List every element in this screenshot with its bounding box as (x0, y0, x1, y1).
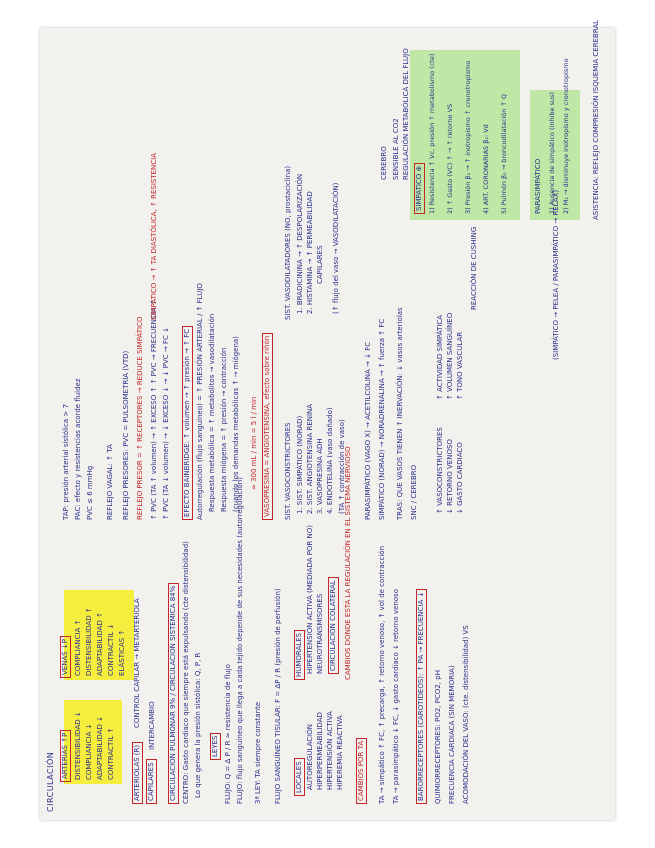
ta-simpatico: TA → simpático ↑ FC, ↑ precarga, ↑ retorno venoso, ↑ vol de contracción (378, 545, 386, 804)
vaso-item: ↓ RETORNO VENOSO (446, 439, 454, 514)
quimiorreceptores: QUIMIORRECEPTORES: PO2, PCO2, pH (434, 670, 442, 804)
arterias-item: CONTRACTIL ↑ (107, 727, 115, 780)
vasodilatador-note: (↑ flujo del vaso → VASODILATACIÓN) (332, 182, 340, 314)
humorales-item: HIPERTENSIÓN ACTIVA (MEDIADA POR NO) (306, 524, 314, 674)
cerebro-title: CEREBRO (380, 146, 388, 180)
ecuacion-pvc-1: ↑ PVC (TA ↑ volumen) → ↑ EXCESO ↑ ↑ PVC → FRECUENCIA ↑ (150, 299, 158, 520)
notes-title: CIRCULACIÓN (46, 751, 55, 812)
cerebro-item: SENSIBLE AL CO2 (392, 118, 400, 180)
ley-flujo-2: FLUJO: flujo sanguíneo que llega a cada tejido depende de sus necesidades (autorregulación) (236, 477, 244, 804)
simpatico-card-item: 5) Pulmón β₂ → broncodilatación ↑ Q (500, 93, 508, 214)
centro-text-2: Lo que genera la presión sistólica: Q, P, R (194, 652, 202, 798)
simpatico-line: SIMPÁTICO (NORAD) → NORADRENALINA → ↑ fuerza ↑ FC (378, 318, 386, 520)
parasimpatico-card-item: 1) Ausencia de simpático (inhibe sus) (548, 91, 556, 214)
parasimpatico-line: PARASIMPÁTICO (VAGO X) → ACETILCOLINA → ↓ FC (364, 341, 372, 520)
ley-flujo-1: FLUJO: Q = Δ P / R ≈ resistencia de flujo (224, 664, 232, 804)
vasodilatador-item: 1. BRADICININA → ↑ DESPOLARIZACIÓN (296, 173, 304, 314)
respuesta-metabolica: Respuesta metabólica = ↑ metabolitos → vasodilatación (208, 313, 216, 512)
arterias-item: ADAPTABILIDAD ↓ (96, 716, 104, 780)
vaso2-item: ↑ VOLUMEN SANGUÍNEO (446, 312, 454, 400)
simpatico-card-item: 2) ↑ Gasto (VC) ↑ → ↑ retorno VS (446, 103, 454, 214)
vasopresina: VASOPRESINA = ANGIOTENSINA, efecto sobre riñón (262, 333, 273, 520)
tras-line: TRAS: QUE VASOS TIENEN ↑ INERVACIÓN: ↓ vasos arteriolas (396, 307, 404, 520)
venas-item: ELÁSTICAS ↑ (118, 629, 126, 676)
simpatico-card-item: 1) Resistencia ↑ Vc, presión ↑ metabolismo (cte) (428, 53, 436, 214)
efecto-bainbridge: EFECTO BAINBRIDGE: ↑ volumen → ↑ presión → ↑ FC (182, 326, 193, 520)
vasoconstrictor-item: 3. VASOPRESINA ADH (316, 438, 324, 514)
venas-item: DISTENSIBILIDAD ↑ (85, 607, 93, 676)
vasoconstrictor-item: 4. ENDOTELINA (vaso dañado) (326, 407, 334, 514)
locales-item: HIPERTENSIÓN ACTIVA (326, 711, 334, 790)
cerebro-item: REGULACIÓN METABÓLICA DEL FLUJO (402, 48, 410, 180)
vaso-item: ↑ VASOCONSTRICTORES (436, 427, 444, 514)
venas-item: CONTRACTIL ↓ (107, 623, 115, 676)
humorales-item: NEUROTRANSMISORES (316, 593, 324, 674)
ta-parasimpatico: TA → parasimpático ↓ FC, ↓ gasto cardiaco ↓ retorno venoso (392, 589, 400, 804)
vasoconstrictor-note: (TA ↑ contracción de vaso) (338, 419, 346, 514)
simpatico-vs-parasimpatico: (SIMPÁTICO → PELEA / PARASIMPÁTICO → RELAX) (552, 189, 560, 360)
vasodilatador-item: CAPILARES (316, 245, 324, 284)
parasimpatico-card-item: 2) M₂ → disminuye inotropismo y cronotropismo (562, 58, 570, 214)
locales-label: LOCALES (294, 758, 305, 796)
volumen-minuto: ≈ 300 mL / min = 5 l / min (250, 396, 258, 490)
leyes-label: LEYES (210, 733, 221, 760)
ecuacion-2: PAC: efecto y resistencias acorde fluidez (74, 378, 82, 520)
paper-sheet (40, 19, 615, 820)
locales-item: HIPERPERMEABILIDAD (316, 712, 324, 790)
vaso2-item: ↑ TONO VASCULAR (456, 331, 464, 400)
venas-item: ADAPTABILIDAD ↑ (96, 612, 104, 676)
ecuacion-1: TAP: presión arterial sistólica > 7 (62, 404, 70, 520)
reflejo-presores: REFLEJO PRESORES: PVC = PULSOMETRÍA (VTD) (122, 350, 130, 520)
simpatico-card-title: SIMPÁTICO ⊕ (414, 163, 425, 214)
cambios-note: CAMBIOS DONDE ESTÁ LA REGULACIÓN EN EL SISTEMA NERVIOSO (344, 446, 352, 680)
vasoconstrictor-item: 1. SIST. SIMPÁTICO (NORAD) (296, 415, 304, 514)
capilares-note: INTERCAMBIO (148, 701, 156, 750)
cambios-ta: CAMBIOS POR TA (356, 738, 367, 804)
vasoconstrictor-item: 2. SIST. ANGIOTENSINA RENINA (306, 403, 314, 514)
arterias-label: ARTERIAS ↑P (60, 730, 71, 782)
vasodilatador-item: 2. HISTAMINA → ↑ PERMEABILIDAD (306, 191, 314, 314)
barorreceptores: BARORRECEPTORES (CAROTIDEOS): ↑ PA → FRECUENCIA ↓ (416, 589, 427, 804)
flujo-sanguineo: FLUJO SANGUÍNEO TISULAR: F = ΔP / R (presión de perfusión) (274, 588, 282, 804)
frecuencia-cardiaca: FRECUENCIA CARDIACA (SIN MEMORIA) (448, 665, 456, 804)
acomodacion-vaso: ACOMODACIÓN DEL VASO: (cte. distensibilidad) VS (462, 625, 470, 804)
arteriolas-label: ARTERIOLAS (R) (132, 742, 143, 804)
vasodilatadores-title: SIST. VASODILATADORES (NO, prostaciclina) (284, 165, 292, 320)
reflejo-presor: REFLEJO PRESOR = ↑ RECEPTORES → REDUCE SIMPÁTICO (136, 316, 144, 520)
reflejo-vagal: REFLEJO VAGAL: ↑ TA (106, 444, 114, 520)
snc-line: SNC / CEREBRO (410, 464, 418, 520)
centro-text: CENTRO: Gasto cardiaco que siempre está expulsando (cte distensibilidad) (182, 541, 190, 804)
circulacion-pulmonar: CIRCULACIÓN PULMONAR 9% / CIRCULACIÓN SISTÉMICA 84% (168, 583, 179, 804)
footer-note: ASISTENCIA: REFLEJO COMPRESIÓN ISQUEMIA CEREBRAL (592, 19, 600, 220)
capilares-label: CAPILARES (146, 759, 157, 804)
vasoconstrictores-title: SIST. VASOCONSTRICTORES (284, 422, 292, 520)
arterias-item: COMPLIANCIA ↓ (85, 723, 93, 780)
capilares-control: CONTROL CAPILAR → METARTERIOLA (133, 598, 141, 728)
humorales-label: HUMORALES (294, 630, 305, 680)
locales-item: AUTOREGULACIÓN (306, 724, 314, 790)
respuesta-miogena: Respuesta miógena = ↑ presión → contracción (220, 347, 228, 512)
humorales-item: CIRCULACIÓN COLATERAL (328, 577, 339, 674)
ecuacion-3: PVC ≤ 6 mmHg (86, 465, 94, 520)
simpatico-card-item: 4) ART. CORONARIAS β₂: Vd (482, 124, 490, 214)
cerebro-item: REACCIÓN DE CUSHING (470, 226, 478, 310)
autorregulacion: Autorregulación (flujo sanguíneo) = ↑ PRESIÓN ARTERIAL / ↑ FLUJO (196, 283, 204, 520)
arterias-item: DISTENSIBILIDAD ↓ (74, 711, 82, 780)
locales-item: HIPEREMIA REACTIVA (336, 715, 344, 790)
parasimpatico-card-title: PARASIMPÁTICO (534, 158, 542, 214)
rotated-notes (40, 19, 615, 820)
venas-label: VENAS ↓P (60, 636, 71, 678)
simpatico-extra: SIMPÁTICO → ↑ TA DIASTÓLICA, ↑ RESISTENCIA (150, 152, 158, 320)
simpatico-card-item: 3) Presión β₁ → ↑ inotropismo ↑ cronotropismo (464, 60, 472, 214)
vaso-item: ↓ GASTO CARDIACO (456, 442, 464, 514)
ecuacion-pvc-2: ↑ PVC (TA ↓ volumen) → ↓ EXCESO ↓ → ↓ PVC → FC ↓ (162, 327, 170, 520)
ley-flujo-3: 3ª LEY: TA siempre constante (254, 701, 262, 804)
demandas-metabolicas: (cuando los demandas metabólicas ↑ → miógena) (232, 336, 240, 512)
venas-item: COMPLIANCIA ↑ (74, 619, 82, 676)
vaso2-item: ↑ ACTIVIDAD SIMPÁTICA (436, 314, 444, 400)
